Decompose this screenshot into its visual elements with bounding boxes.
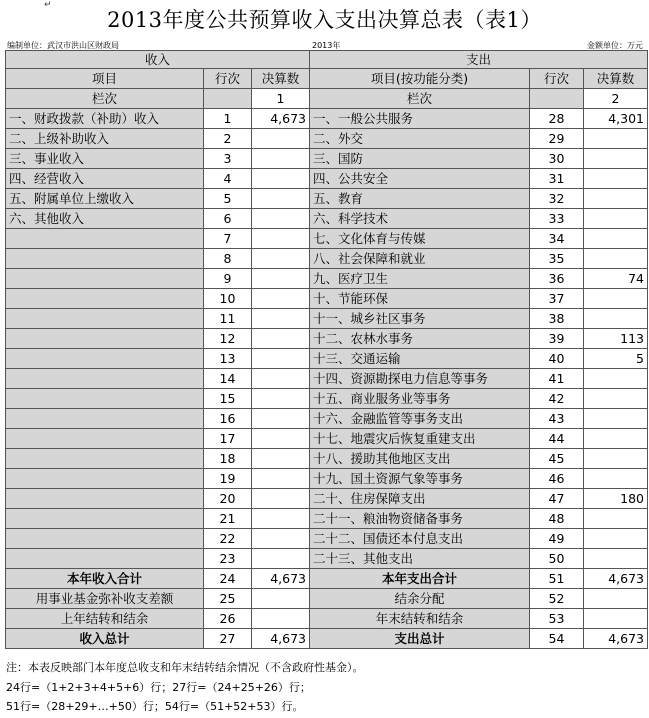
income-line-no: 19 — [204, 469, 252, 489]
expense-total-line-no: 54 — [530, 629, 584, 649]
income-total-line-no: 25 — [204, 589, 252, 609]
income-item — [6, 409, 204, 429]
table-row — [6, 469, 648, 489]
income-amount: 4,673 — [252, 109, 310, 129]
expense-amount — [584, 129, 648, 149]
income-line-no: 8 — [204, 249, 252, 269]
income-amount — [252, 329, 310, 349]
income-amount — [252, 489, 310, 509]
table-row — [6, 409, 648, 429]
expense-item-header: 项目(按功能分类) — [310, 69, 530, 89]
report-year: 2013年 — [312, 41, 341, 50]
expense-amount: 5 — [584, 349, 648, 369]
income-amount — [252, 469, 310, 489]
expense-amount — [584, 229, 648, 249]
expense-total-item: 支出总计 — [310, 629, 530, 649]
income-amount — [252, 409, 310, 429]
table-row — [6, 149, 648, 169]
income-line-no: 2 — [204, 129, 252, 149]
expense-amount — [584, 549, 648, 569]
income-line-no: 10 — [204, 289, 252, 309]
income-item — [6, 249, 204, 269]
expense-line-no: 28 — [530, 109, 584, 129]
expense-amount — [584, 149, 648, 169]
table-row — [6, 289, 648, 309]
income-item: 二、上级补助收入 — [6, 129, 204, 149]
expense-amount — [584, 249, 648, 269]
expense-line-no: 32 — [530, 189, 584, 209]
page-title: 2013年度公共预算收入支出决算总表（表1） — [107, 8, 542, 32]
income-item — [6, 369, 204, 389]
income-item — [6, 509, 204, 529]
table-row — [6, 449, 648, 469]
expense-line-no: 43 — [530, 409, 584, 429]
expense-col-number: 2 — [584, 89, 648, 109]
income-item — [6, 229, 204, 249]
table-row — [6, 229, 648, 249]
expense-col-label: 栏次 — [310, 89, 530, 109]
expense-item: 十四、资源勘探电力信息等事务 — [310, 369, 530, 389]
expense-line-no: 37 — [530, 289, 584, 309]
income-line-no: 9 — [204, 269, 252, 289]
expense-total-amount — [584, 609, 648, 629]
income-line-no: 11 — [204, 309, 252, 329]
income-col-blank — [204, 89, 252, 109]
expense-amount — [584, 509, 648, 529]
note-line: 51行=（28+29+…+50）行；54行=（51+52+53）行。 — [6, 700, 304, 713]
expense-item: 十二、农林水事务 — [310, 329, 530, 349]
income-amount — [252, 289, 310, 309]
expense-amount — [584, 369, 648, 389]
expense-amount: 180 — [584, 489, 648, 509]
income-line-no: 3 — [204, 149, 252, 169]
income-amount — [252, 349, 310, 369]
table-row — [6, 369, 648, 389]
table-row — [6, 189, 648, 209]
income-total-amount — [252, 609, 310, 629]
table-row — [6, 249, 648, 269]
expense-item: 五、教育 — [310, 189, 530, 209]
expense-item: 十八、援助其他地区支出 — [310, 449, 530, 469]
income-item: 四、经营收入 — [6, 169, 204, 189]
income-item: 三、事业收入 — [6, 149, 204, 169]
expense-line-no: 39 — [530, 329, 584, 349]
budget-table — [5, 50, 648, 649]
income-line-no: 1 — [204, 109, 252, 129]
expense-amount — [584, 209, 648, 229]
table-row — [6, 549, 648, 569]
income-item — [6, 429, 204, 449]
income-amount — [252, 269, 310, 289]
income-amount — [252, 229, 310, 249]
income-item — [6, 309, 204, 329]
income-amount-header: 决算数 — [252, 69, 310, 89]
expense-amount: 4,301 — [584, 109, 648, 129]
income-header: 收入 — [6, 51, 310, 69]
income-total-amount — [252, 589, 310, 609]
expense-item: 一、一般公共服务 — [310, 109, 530, 129]
table-row — [6, 489, 648, 509]
expense-line-no: 48 — [530, 509, 584, 529]
total-row — [6, 569, 648, 589]
income-line-no: 14 — [204, 369, 252, 389]
income-item — [6, 489, 204, 509]
expense-line-no: 45 — [530, 449, 584, 469]
income-item — [6, 329, 204, 349]
income-amount — [252, 129, 310, 149]
income-line-no: 5 — [204, 189, 252, 209]
expense-item: 六、科学技术 — [310, 209, 530, 229]
expense-item: 七、文化体育与传媒 — [310, 229, 530, 249]
expense-amount — [584, 429, 648, 449]
expense-item: 二十三、其他支出 — [310, 549, 530, 569]
table-row — [6, 169, 648, 189]
income-amount — [252, 209, 310, 229]
income-col-number: 1 — [252, 89, 310, 109]
table-row — [6, 129, 648, 149]
expense-total-line-no: 52 — [530, 589, 584, 609]
income-total-item: 本年收入合计 — [6, 569, 204, 589]
note-line: 24行=（1+2+3+4+5+6）行；27行=（24+25+26）行； — [6, 680, 311, 694]
expense-line-no: 42 — [530, 389, 584, 409]
income-item — [6, 449, 204, 469]
income-line-no: 23 — [204, 549, 252, 569]
income-lineno-header: 行次 — [204, 69, 252, 89]
table-row — [6, 109, 648, 129]
income-amount — [252, 149, 310, 169]
expense-item: 八、社会保障和就业 — [310, 249, 530, 269]
expense-total-line-no: 53 — [530, 609, 584, 629]
income-line-no: 21 — [204, 509, 252, 529]
expense-line-no: 29 — [530, 129, 584, 149]
expense-total-amount — [584, 589, 648, 609]
income-line-no: 17 — [204, 429, 252, 449]
expense-item: 十五、商业服务业等事务 — [310, 389, 530, 409]
expense-item: 九、医疗卫生 — [310, 269, 530, 289]
table-row — [6, 389, 648, 409]
expense-line-no: 40 — [530, 349, 584, 369]
expense-line-no: 38 — [530, 309, 584, 329]
income-line-no: 13 — [204, 349, 252, 369]
income-line-no: 12 — [204, 329, 252, 349]
table-row — [6, 329, 648, 349]
income-item — [6, 529, 204, 549]
expense-item: 十一、城乡社区事务 — [310, 309, 530, 329]
total-row — [6, 589, 648, 609]
expense-header: 支出 — [310, 51, 648, 69]
amount-unit: 金额单位：万元 — [587, 41, 643, 50]
income-total-item: 用事业基金弥补收支差额 — [6, 589, 204, 609]
income-item — [6, 269, 204, 289]
income-total-line-no: 26 — [204, 609, 252, 629]
expense-line-no: 31 — [530, 169, 584, 189]
expense-amount — [584, 309, 648, 329]
expense-item: 二、外交 — [310, 129, 530, 149]
expense-amount — [584, 449, 648, 469]
expense-line-no: 30 — [530, 149, 584, 169]
table-row — [6, 309, 648, 329]
income-line-no: 16 — [204, 409, 252, 429]
income-item — [6, 289, 204, 309]
expense-amount — [584, 389, 648, 409]
income-amount — [252, 309, 310, 329]
expense-amount-header: 决算数 — [584, 69, 648, 89]
expense-item: 十九、国土资源气象等事务 — [310, 469, 530, 489]
expense-total-amount: 4,673 — [584, 629, 648, 649]
income-item — [6, 389, 204, 409]
expense-line-no: 44 — [530, 429, 584, 449]
income-item: 六、其他收入 — [6, 209, 204, 229]
income-amount — [252, 509, 310, 529]
notes — [6, 658, 364, 717]
expense-item: 十七、地震灾后恢复重建支出 — [310, 429, 530, 449]
expense-total-amount: 4,673 — [584, 569, 648, 589]
income-total-line-no: 24 — [204, 569, 252, 589]
expense-total-item: 年末结转和结余 — [310, 609, 530, 629]
expense-line-no: 34 — [530, 229, 584, 249]
expense-item: 十、节能环保 — [310, 289, 530, 309]
table-row — [6, 529, 648, 549]
expense-total-item: 结余分配 — [310, 589, 530, 609]
income-line-no: 4 — [204, 169, 252, 189]
income-total-line-no: 27 — [204, 629, 252, 649]
income-amount — [252, 389, 310, 409]
total-row — [6, 629, 648, 649]
expense-item: 二十一、粮油物资储备事务 — [310, 509, 530, 529]
expense-item: 十三、交通运输 — [310, 349, 530, 369]
expense-amount: 113 — [584, 329, 648, 349]
expense-item: 三、国防 — [310, 149, 530, 169]
section-header-row — [6, 51, 648, 69]
expense-line-no: 46 — [530, 469, 584, 489]
income-item — [6, 349, 204, 369]
expense-item: 十六、金融监管等事务支出 — [310, 409, 530, 429]
income-amount — [252, 529, 310, 549]
expense-item: 二十、住房保障支出 — [310, 489, 530, 509]
income-amount — [252, 169, 310, 189]
income-amount — [252, 189, 310, 209]
expense-amount — [584, 189, 648, 209]
income-item: 一、财政拨款（补助）收入 — [6, 109, 204, 129]
expense-amount — [584, 469, 648, 489]
expense-lineno-header: 行次 — [530, 69, 584, 89]
income-line-no: 15 — [204, 389, 252, 409]
income-col-label: 栏次 — [6, 89, 204, 109]
income-item — [6, 469, 204, 489]
expense-line-no: 35 — [530, 249, 584, 269]
expense-amount — [584, 169, 648, 189]
income-amount — [252, 429, 310, 449]
expense-line-no: 47 — [530, 489, 584, 509]
income-line-no: 20 — [204, 489, 252, 509]
note-line: 注：本表反映部门本年度总收支和年末结转结余情况（不含政府性基金）。 — [6, 661, 364, 674]
expense-amount: 74 — [584, 269, 648, 289]
income-item — [6, 549, 204, 569]
expense-item: 二十二、国债还本付息支出 — [310, 529, 530, 549]
column-index-row — [6, 89, 648, 109]
income-line-no: 18 — [204, 449, 252, 469]
expense-line-no: 49 — [530, 529, 584, 549]
expense-amount — [584, 289, 648, 309]
income-amount — [252, 369, 310, 389]
expense-total-item: 本年支出合计 — [310, 569, 530, 589]
expense-total-line-no: 51 — [530, 569, 584, 589]
expense-col-blank — [530, 89, 584, 109]
income-amount — [252, 449, 310, 469]
expense-line-no: 50 — [530, 549, 584, 569]
table-row — [6, 209, 648, 229]
expense-line-no: 33 — [530, 209, 584, 229]
expense-amount — [584, 409, 648, 429]
expense-line-no: 41 — [530, 369, 584, 389]
income-item-header: 项目 — [6, 69, 204, 89]
income-total-item: 收入总计 — [6, 629, 204, 649]
income-line-no: 6 — [204, 209, 252, 229]
income-total-item: 上年结转和结余 — [6, 609, 204, 629]
total-row — [6, 609, 648, 629]
compiling-unit: 编制单位：武汉市洪山区财政局 — [7, 41, 119, 50]
income-amount — [252, 249, 310, 269]
expense-amount — [584, 529, 648, 549]
expense-line-no: 36 — [530, 269, 584, 289]
income-item: 五、附属单位上缴收入 — [6, 189, 204, 209]
table-row — [6, 429, 648, 449]
income-line-no: 22 — [204, 529, 252, 549]
expense-item: 四、公共安全 — [310, 169, 530, 189]
column-header-row — [6, 69, 648, 89]
return-mark: ↵ — [44, 0, 52, 10]
income-amount — [252, 549, 310, 569]
table-row — [6, 349, 648, 369]
income-total-amount: 4,673 — [252, 629, 310, 649]
income-total-amount: 4,673 — [252, 569, 310, 589]
income-line-no: 7 — [204, 229, 252, 249]
table-row — [6, 509, 648, 529]
table-row — [6, 269, 648, 289]
